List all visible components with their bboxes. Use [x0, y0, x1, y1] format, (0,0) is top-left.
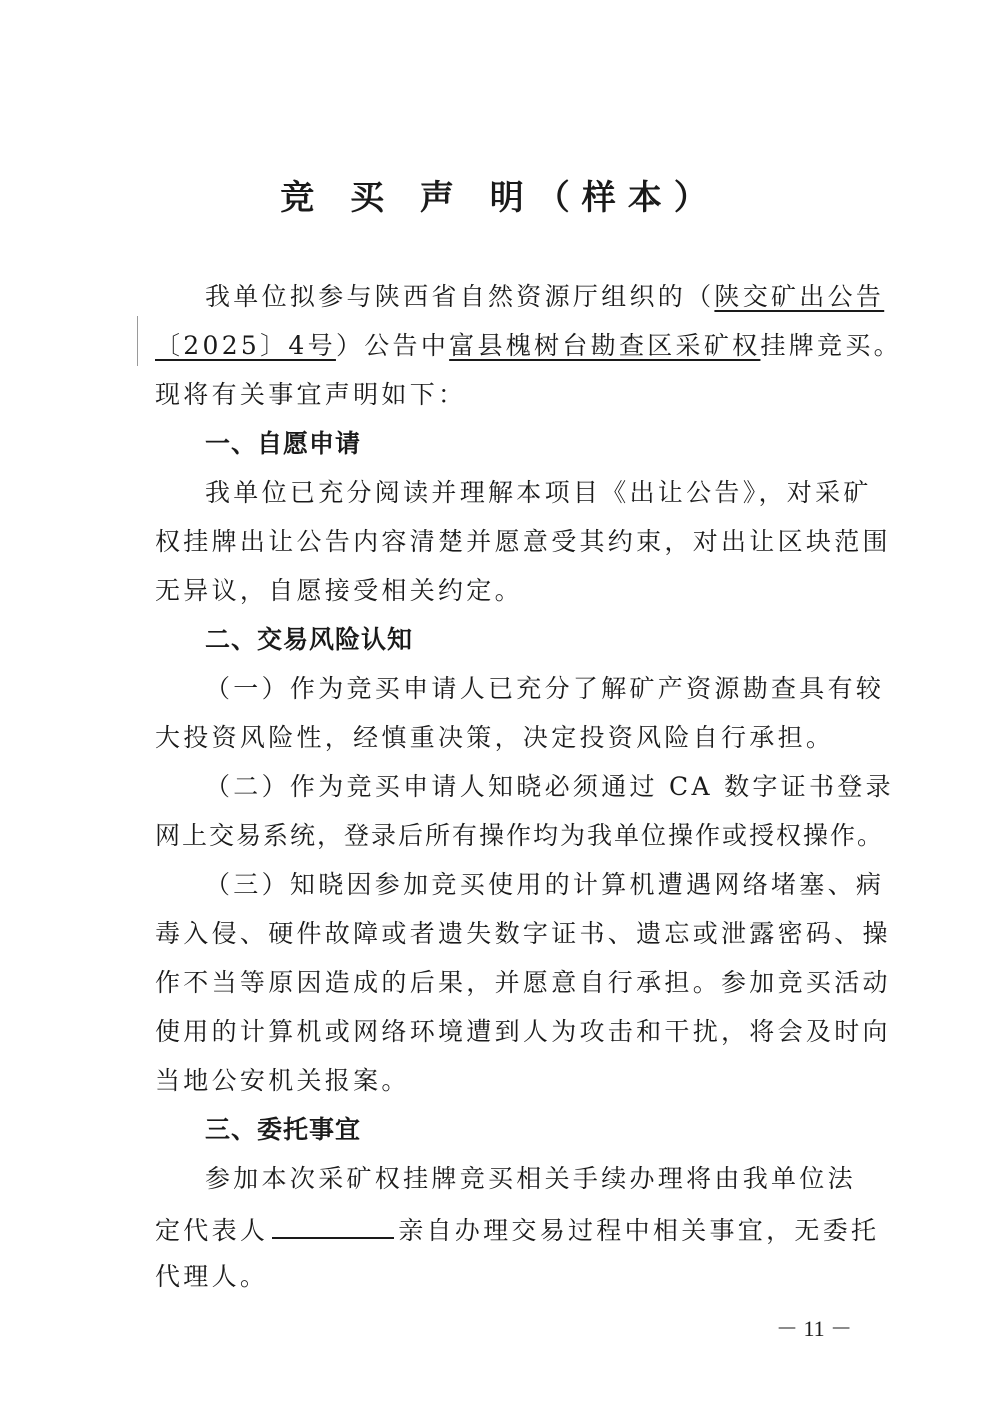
section-1-heading: 一、自愿申请 [205, 429, 362, 458]
section-3-line: 参加本次采矿权挂牌竞买相关手续办理将由我单位法 [205, 1164, 856, 1193]
section-2-item-3-line: （三）知晓因参加竞买使用的计算机遭遇网络堵塞、病 [205, 870, 885, 899]
intro-line-2-suffix: 挂牌竞买。 [760, 331, 902, 360]
section-2-item-2-line: 网上交易系统，登录后所有操作均为我单位操作或授权操作。 [155, 821, 885, 850]
section-1-line: 我单位已充分阅读并理解本项目《出让公告》，对采矿 [205, 478, 872, 507]
document-title: 竞 买 声 明（样本） [280, 178, 720, 218]
section-2-item-1-line: 大投资风险性，经慎重决策，决定投资风险自行承担。 [155, 723, 835, 752]
intro-line-3: 现将有关事宜声明如下： [155, 380, 467, 409]
section-1-line: 无异议，自愿接受相关约定。 [155, 576, 523, 605]
section-2-item-3-line: 使用的计算机或网络环境遭到人为攻击和干扰，将会及时向 [155, 1017, 891, 1046]
announcement-number-part-2: 〔2025〕4号 [155, 331, 336, 360]
section-2-heading: 二、交易风险认知 [205, 625, 414, 654]
announcement-number-part-1: 陕交矿出公告 [714, 282, 885, 311]
section-3-line-2 [155, 1211, 880, 1248]
section-2-item-3-line: 毒入侵、硬件故障或者遗失数字证书、遗忘或泄露密码、操 [155, 919, 891, 948]
section-3-line-2-prefix: 定代表人 [155, 1216, 269, 1245]
intro-line-1-prefix: 我单位拟参与陕西省自然资源厅组织的（ [205, 282, 715, 311]
project-name: 富县槐树台勘查区采矿权 [449, 331, 761, 360]
section-2-item-2-line: （二）作为竞买申请人知晓必须通过 CA 数字证书登录 [205, 772, 894, 801]
section-2-item-3-line: 当地公安机关报案。 [155, 1066, 410, 1095]
intro-line-1 [155, 280, 885, 314]
section-3-line-2-suffix: 亲自办理交易过程中相关事宜，无委托 [398, 1216, 880, 1245]
section-3-heading: 三、委托事宜 [205, 1115, 362, 1144]
section-1-line: 权挂牌出让公告内容清楚并愿意受其约束，对出让区块范围 [155, 527, 891, 556]
intro-line-2-middle: ）公告中 [335, 331, 450, 360]
page-number: － 11 － [776, 1316, 853, 1341]
legal-representative-blank[interactable] [272, 1211, 394, 1239]
section-2-item-3-line: 作不当等原因造成的后果，并愿意自行承担。参加竞买活动 [155, 968, 891, 997]
section-3-line: 代理人。 [155, 1262, 269, 1291]
intro-line-2 [155, 329, 902, 363]
margin-mark [137, 316, 138, 366]
section-2-item-1-line: （一）作为竞买申请人已充分了解矿产资源勘查具有较 [205, 674, 885, 703]
